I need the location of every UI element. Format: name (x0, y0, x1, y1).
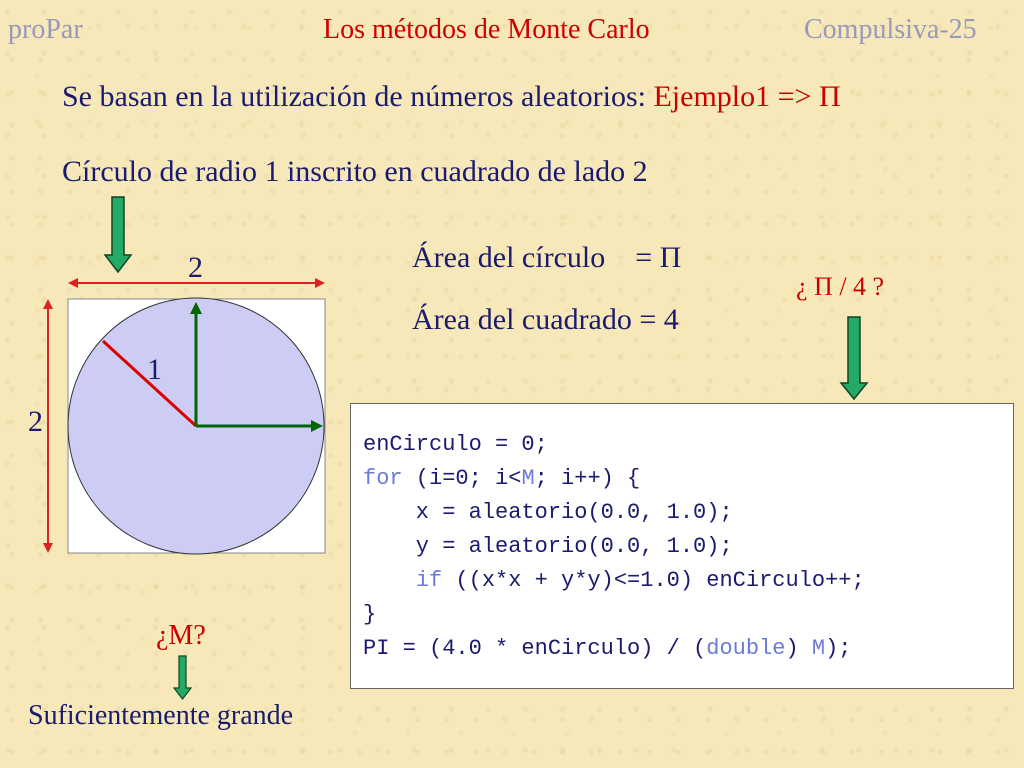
code-line (363, 462, 865, 496)
left-side-label: 2 (28, 405, 43, 438)
code-line: } (363, 602, 377, 627)
code-keyword: if (415, 568, 443, 593)
code-indent (363, 568, 416, 593)
code-line: enCirculo = 0; (363, 432, 548, 457)
slide-title: Los métodos de Monte Carlo (323, 14, 650, 45)
m-answer-text: Suficientemente grande (28, 700, 294, 731)
code-line (363, 564, 865, 598)
code-text: ); (825, 636, 852, 661)
intro-example: Ejemplo1 => Π (653, 80, 841, 113)
code-keyword: double (706, 636, 786, 661)
code-text: (i=0; i< (402, 466, 522, 491)
m-question: ¿M? (156, 620, 206, 651)
radius-label: 1 (147, 353, 162, 386)
circle-area-text: Área del círculo = Π (412, 241, 682, 274)
pi-over-four-question: ¿ Π / 4 ? (796, 272, 885, 301)
code-line: x = aleatorio(0.0, 1.0); (363, 500, 733, 525)
down-arrow-icon (174, 656, 191, 699)
code-listing (363, 428, 865, 666)
header-left-label: proPar (8, 14, 83, 45)
code-text: PI = (4.0 * enCirculo) / ( (363, 636, 707, 661)
circle-description: Círculo de radio 1 inscrito en cuadrado de lado 2 (62, 155, 648, 188)
code-block (350, 403, 1014, 689)
code-keyword: for (363, 466, 403, 491)
top-side-label: 2 (188, 251, 203, 284)
code-text: ; i++) { (534, 466, 641, 491)
header-right-label: Compulsiva-25 (804, 14, 977, 45)
code-line (363, 632, 865, 666)
down-arrow-icon (841, 317, 867, 399)
code-variable: M (811, 636, 826, 661)
code-line: y = aleatorio(0.0, 1.0); (363, 534, 733, 559)
square-area-text: Área del cuadrado = 4 (412, 303, 679, 336)
intro-text: Se basan en la utilización de números aleatorios: (62, 80, 646, 113)
code-text: ((x*x + y*y)<=1.0) enCirculo++; (442, 568, 865, 593)
code-variable: M (521, 466, 535, 491)
code-text: ) (785, 636, 812, 661)
down-arrow-icon (105, 197, 131, 272)
